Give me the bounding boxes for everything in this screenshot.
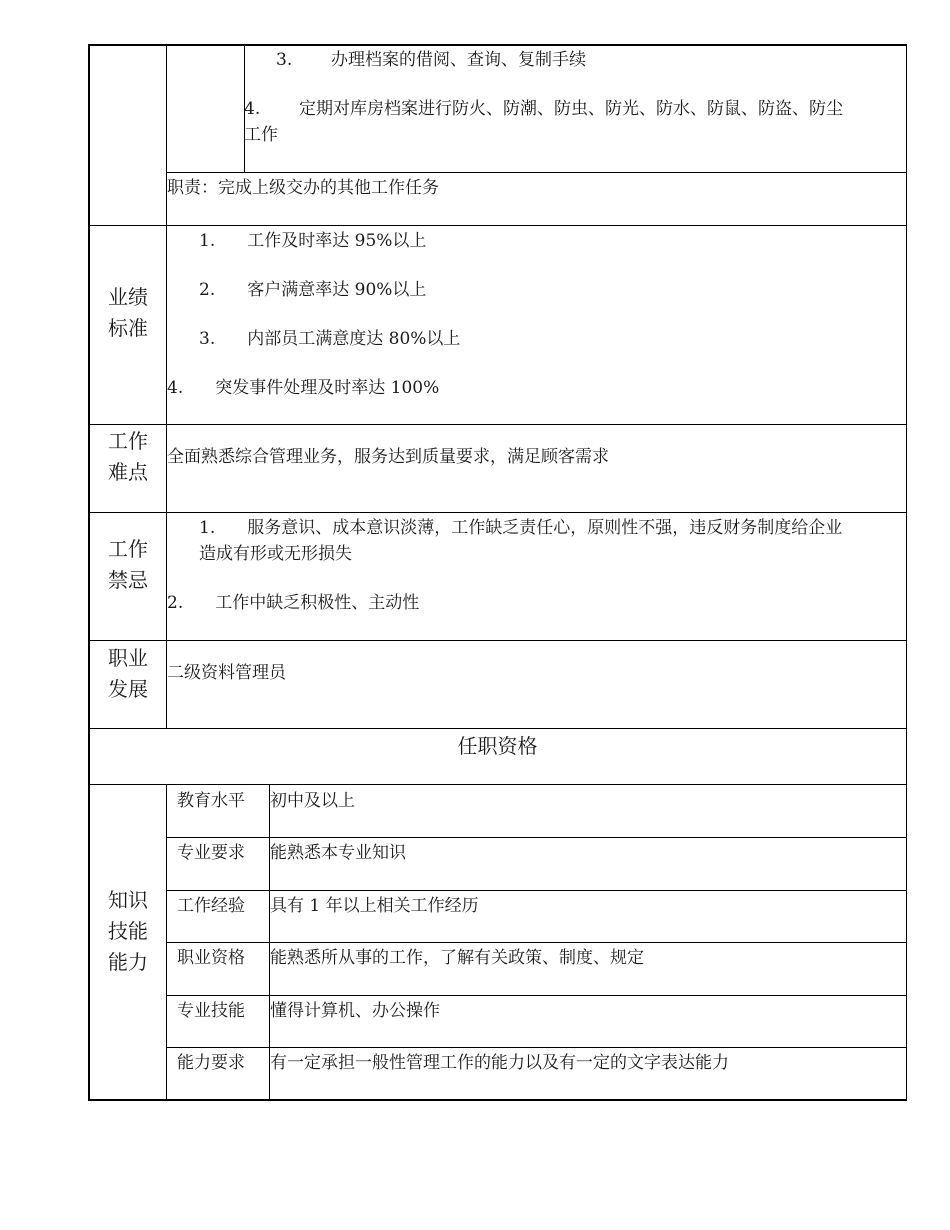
- performance-item-1: [199, 230, 426, 252]
- taboo-item-1-line2: 造成有形或无形损失: [199, 544, 352, 564]
- performance-label: [91, 282, 165, 344]
- performance-label-line1: 业绩: [108, 285, 148, 309]
- qualification-key-education: 教育水平: [177, 791, 245, 811]
- qualification-value-ability: 有一定承担一般性管理工作的能力以及有一定的文字表达能力: [270, 1053, 729, 1073]
- difficulty-label: [91, 426, 165, 488]
- qualification-value-skills: 懂得计算机、办公操作: [270, 1001, 440, 1021]
- taboo-item-2-num: 2.: [167, 593, 184, 613]
- duty-item-3-text: 办理档案的借阅、查询、复制手续: [331, 50, 587, 70]
- qualification-label: [91, 885, 165, 978]
- qualification-key-experience: 工作经验: [177, 896, 245, 916]
- qualification-label-line1: 知识: [108, 888, 148, 912]
- career-label-line2: 发展: [108, 677, 148, 701]
- qualification-key-major: 专业要求: [177, 843, 245, 863]
- performance-item-3-text: 内部员工满意度达 80%以上: [247, 329, 461, 349]
- qualification-label-line2: 技能: [108, 919, 148, 943]
- qualification-value-experience: 具有 1 年以上相关工作经历: [270, 896, 479, 916]
- performance-item-3-num: 3.: [199, 329, 216, 349]
- duty-item-3: [276, 49, 586, 71]
- duty-item-4: [244, 98, 843, 120]
- qualification-key-ability: 能力要求: [177, 1053, 245, 1073]
- performance-item-1-num: 1.: [199, 231, 216, 251]
- performance-item-4-num: 4.: [167, 378, 184, 398]
- qualification-key-skills: 专业技能: [177, 1001, 245, 1021]
- taboo-item-2: [167, 592, 419, 614]
- taboo-label: [91, 534, 165, 596]
- performance-item-4: [167, 377, 439, 399]
- taboo-item-1: [199, 517, 842, 539]
- performance-item-3: [199, 328, 460, 350]
- difficulty-label-line1: 工作: [108, 429, 148, 453]
- duty-item-3-num: 3.: [276, 50, 293, 70]
- qualification-title: 任职资格: [457, 734, 538, 758]
- taboo-item-2-text: 工作中缺乏积极性、主动性: [215, 593, 420, 613]
- difficulty-text: 全面熟悉综合管理业务，服务达到质量要求，满足顾客需求: [167, 447, 609, 467]
- performance-label-line2: 标准: [108, 316, 148, 340]
- performance-item-4-text: 突发事件处理及时率达 100%: [215, 378, 440, 398]
- qualification-value-major: 能熟悉本专业知识: [270, 843, 406, 863]
- other-duties: 职责：完成上级交办的其他工作任务: [167, 178, 439, 198]
- taboo-item-1-line1: 服务意识、成本意识淡薄，工作缺乏责任心，原则性不强，违反财务制度给企业: [247, 518, 843, 538]
- performance-item-2-num: 2.: [199, 280, 216, 300]
- duty-item-4-line1: 定期对库房档案进行防火、防潮、防虫、防光、防水、防鼠、防盗、防尘: [299, 99, 844, 119]
- duty-item-4-num: 4.: [244, 99, 261, 119]
- taboo-label-line2: 禁忌: [108, 568, 148, 592]
- taboo-item-1-num: 1.: [199, 518, 216, 538]
- difficulty-label-line2: 难点: [108, 460, 148, 484]
- career-text: 二级资料管理员: [167, 663, 286, 683]
- performance-item-2: [199, 279, 426, 301]
- qualification-label-line3: 能力: [108, 950, 148, 974]
- performance-item-2-text: 客户满意率达 90%以上: [247, 280, 427, 300]
- qualification-key-certification: 职业资格: [177, 948, 245, 968]
- career-label: [91, 643, 165, 705]
- duty-item-4-line2: 工作: [244, 125, 278, 145]
- qualification-value-education: 初中及以上: [270, 791, 355, 811]
- career-label-line1: 职业: [108, 646, 148, 670]
- qualification-value-certification: 能熟悉所从事的工作，了解有关政策、制度、规定: [270, 948, 644, 968]
- performance-item-1-text: 工作及时率达 95%以上: [247, 231, 427, 251]
- taboo-label-line1: 工作: [108, 537, 148, 561]
